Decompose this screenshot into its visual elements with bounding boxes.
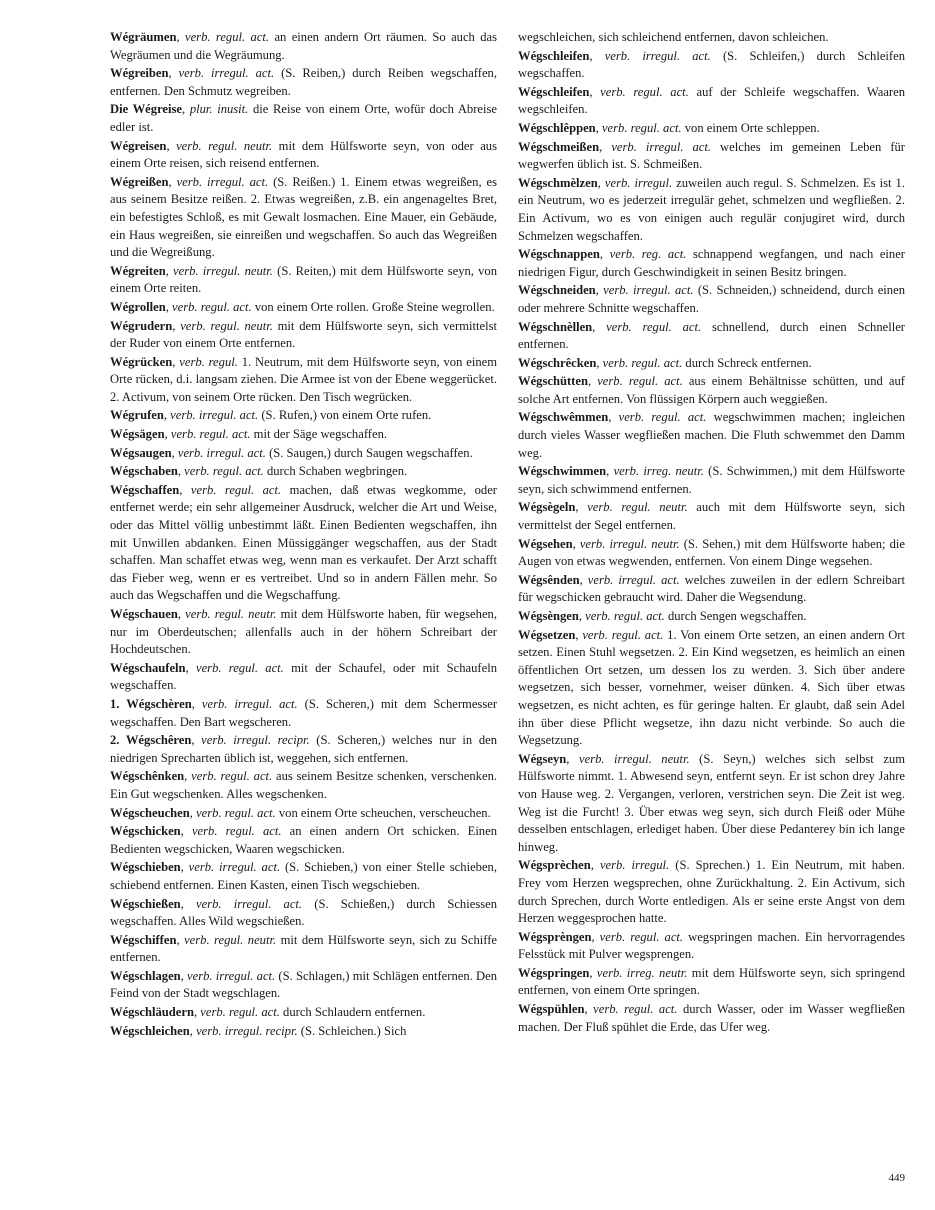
- entry-headword: Wégspühlen: [518, 1002, 585, 1017]
- entry-definition: (S. Seyn,) welches sich selbst zum Hülfsworte nimmt. 1. Abwesend seyn, entfernt seyn. Er ist schon drey Jahre von Hause weg. 2. Vergangen, verloren, verstrichen seyn. Die Zeit ist weg. Weg ist die Furcht! 3. Über etwas weg seyn, sich durch Fleiß oder Mühe desselben entschlagen, erlediget haben. Über diese Pedanterey bin ich lange hinweg.: [518, 751, 906, 854]
- entry-grammar: verb. regul. act.: [190, 482, 282, 497]
- dictionary-entry: Wégräumen, verb. regul. act. an einen andern Ort räumen. So auch das Wegräumen und die Wegräumung.: [110, 30, 498, 62]
- dictionary-entry: Wégschicken, verb. regul. act. an einen andern Ort schicken. Einen Bedienten wegschicken, Waaren wegschicken.: [110, 824, 497, 856]
- entry-grammar: verb. irregul. act.: [177, 445, 266, 460]
- dictionary-entry: Wégschleichen, verb. irregul. recipr. (S. Schleichen.) Sich: [110, 1023, 407, 1038]
- entry-grammar: verb. regul. act.: [600, 84, 689, 99]
- entry-grammar: verb. regul. act.: [597, 374, 683, 389]
- entry-definition: (S. Rufen,) von einem Orte rufen.: [261, 408, 432, 423]
- entry-grammar: verb. regul. act.: [191, 769, 273, 784]
- dictionary-entry: Wégsèngen, verb. regul. act. durch Sengen wegschaffen.: [518, 609, 807, 623]
- left-column: [110, 29, 497, 1041]
- entry-grammar: verb. irregul. act.: [178, 66, 275, 81]
- entry-grammar: verb. irregul. neutr.: [173, 263, 273, 278]
- dictionary-entry: Wégreiten, verb. irregul. neutr. (S. Reiten,) mit dem Hülfsworte seyn, von einem Orte reiten.: [110, 263, 498, 296]
- entry-headword: Wégschießen: [110, 896, 181, 911]
- entry-definition: (S. Schwimmen,) mit dem Hülfsworte seyn, sich schwimmend entfernen.: [518, 464, 906, 496]
- entry-grammar: verb. regul. act.: [602, 355, 683, 370]
- dictionary-entry: Wégschrêcken, verb. regul. act. durch Schreck entfernen.: [518, 355, 812, 370]
- entry-definition: (S. Schleifen,) durch Schleifen wegschaffen.: [518, 48, 905, 81]
- entry-grammar: verb. irregul. act.: [201, 696, 298, 711]
- dictionary-entry: Die Wégreise, plur. inusit. die Reise von einem Orte, wofür doch Abreise edler ist.: [110, 102, 498, 134]
- dictionary-entry: Wégscheuchen, verb. regul. act. von einem Orte scheuchen, verscheuchen.: [110, 805, 491, 820]
- entry-grammar: verb. irregul. recipr.: [196, 1023, 298, 1038]
- entry-headword: Wégschmeißen: [518, 139, 600, 154]
- dictionary-entry: Wégschießen, verb. irregul. act. (S. Schießen,) durch Schiessen wegschaffen. Alles Wild wegschießen.: [110, 896, 498, 929]
- entry-definition: mit dem Hülfsworte seyn, sich zu Schiffe entfernen.: [110, 932, 498, 965]
- dictionary-entry: Wégschieben, verb. irregul. act. (S. Schieben,) von einer Stelle schieben, schiebend entfernen. Einen Kasten, einen Tisch wegschieben.: [110, 860, 497, 892]
- entry-headword: Wégschläudern: [110, 1005, 194, 1020]
- entry-definition: von einem Orte rollen. Große Steine wegrollen.: [254, 299, 495, 314]
- entry-definition: durch Schlaudern entfernen.: [283, 1005, 426, 1020]
- entry-headword: Wégschnèllen: [518, 319, 593, 334]
- dictionary-entry: Wégsägen, verb. regul. act. mit der Säge wegschaffen.: [110, 427, 388, 442]
- entry-grammar: verb. irregul. act.: [187, 968, 276, 983]
- entry-headword: Wégschleifen: [518, 48, 590, 63]
- entry-headword: Wégsetzen: [518, 627, 576, 642]
- dictionary-entry: Wégsprèngen, verb. regul. act. wegspringen machen. Ein hervorragendes Felsstück mit Pulver wegsprengen.: [518, 929, 905, 962]
- entry-grammar: verb. irreg. neutr.: [613, 464, 704, 479]
- entry-grammar: verb. regul. neutr.: [180, 318, 273, 333]
- entry-headword: Wégschwêmmen: [518, 410, 609, 425]
- entry-grammar: verb. regul. act.: [191, 824, 282, 839]
- dictionary-entry: Wégseyn, verb. irregul. neutr. (S. Seyn,) welches sich selbst zum Hülfsworte nimmt. 1. Abwesend seyn, entfernt seyn. Er ist schon drey Jahre von Hause weg. 2. Vergangen, verloren, verstrichen seyn. Die Zeit ist weg. Weg ist die Furcht! 3. Über etwas weg seyn, sich durch Fleiß oder Mühe desselben entschlagen, erlediget haben. Über diese Pedanterey bin ich lange hinweg.: [518, 751, 906, 854]
- entry-headword: Die Wégreise: [110, 102, 183, 117]
- entry-grammar: plur. inusit.: [189, 102, 249, 117]
- entry-definition: (S. Sprechen.) 1. Ein Neutrum, mit haben. Frey vom Herzen wegsprechen, ohne Zurückhaltung. 2. Ein Activum, sich durch Sprechen, durch Worte entledigen. Als er seine erste Angst von dem Herzen weggesprochen hatte.: [518, 858, 905, 926]
- dictionary-entry: Wégschmèlzen, verb. irregul. zuweilen auch regul. S. Schmelzen. Es ist 1. ein Neutrum, wo es jederzeit irregulär gehet, schmelzen und wegfließen. 2. Ein Activum, wo es von einigen auch regulär conjugiret wird, durch Schmelzen wegschaffen.: [518, 175, 905, 243]
- dictionary-entry: [518, 29, 905, 47]
- entry-grammar: verb. regul. act.: [593, 1002, 678, 1017]
- entry-definition: auf der Schleife wegschaffen. Waaren wegschleifen.: [518, 84, 906, 117]
- entry-headword: Wégschiffen: [110, 932, 177, 947]
- entry-grammar: verb. irregul. neutr.: [578, 751, 690, 766]
- entry-grammar: verb. irregul. act.: [587, 572, 680, 587]
- entry-headword: Wégrufen: [110, 408, 164, 423]
- entry-definition: mit der Säge wegschaffen.: [253, 427, 388, 442]
- entry-grammar: verb. irregul.: [599, 858, 670, 873]
- entry-headword: Wégreiben: [110, 66, 169, 81]
- dictionary-entry: Wégschlagen, verb. irregul. act. (S. Schlagen,) mit Schlägen entfernen. Den Feind von der Stadt wegschlagen.: [110, 968, 497, 1001]
- entry-grammar: verb. regul. neutr.: [587, 500, 688, 515]
- entry-definition: (S. Reiben,) durch Reiben wegschaffen, entfernen. Den Schmutz wegreiben.: [110, 66, 497, 98]
- entry-definition: von einem Orte scheuchen, verscheuchen.: [278, 805, 491, 820]
- entry-grammar: verb. irregul. act.: [611, 139, 712, 154]
- entry-definition: aus seinem Besitze schenken, verschenken. Ein Gut wegschenken. Alles wegschenken.: [110, 769, 498, 801]
- entry-headword: Wégsênden: [518, 572, 580, 587]
- entry-definition: 1. Neutrum, mit dem Hülfsworte seyn, von einem Orte rücken, d.i. langsam ziehen. Die Armee ist von der Ebene weggerücket. 2. Activum, von seinem Orte rücken. Den Tisch wegrücken.: [110, 354, 498, 404]
- entry-grammar: verb. regul. act.: [601, 120, 682, 135]
- dictionary-entry: Wégreißen, verb. irregul. act. (S. Reißen.) 1. Einem etwas wegreißen, es aus seinem Besitze reißen. 2. Etwas wegreißen, z.B. ein angenageltes Bret, ein befestigtes Schloß, es mit Gewalt losmachen. Eine Mauer, ein Gebäude, ein Haus wegreißen, sie einreißen und wegschaffen. So auch das Wegreißen und die Wegreißung.: [110, 174, 497, 260]
- entry-headword: Wégschieben: [110, 860, 181, 875]
- dictionary-entry: Wégschneiden, verb. irregul. act. (S. Schneiden,) schneidend, durch einen oder mehrere Schnitte wegschaffen.: [518, 283, 905, 315]
- dictionary-entry: Wégspühlen, verb. regul. act. durch Wasser, oder im Wasser wegfließen machen. Der Fluß spühlet die Erde, das Ufer weg.: [518, 1002, 905, 1034]
- entry-grammar: verb. regul. act.: [172, 299, 252, 314]
- entry-headword: Wégschaufeln: [110, 660, 186, 675]
- dictionary-entry: Wégsprèchen, verb. irregul. (S. Sprechen.) 1. Ein Neutrum, mit haben. Frey vom Herzen wegsprechen, ohne Zurückhaltung. 2. Ein Activum, sich durch Sprechen, durch Worte entledigen. Als er seine erste Angst von dem Herzen weggesprochen hatte.: [518, 858, 905, 926]
- entry-headword: Wégreisen: [110, 138, 167, 153]
- entry-definition: mit der Schaufel, oder mit Schaufeln wegschaffen.: [110, 660, 498, 693]
- entry-headword: Wégschleichen: [110, 1023, 190, 1038]
- entry-definition: (S. Sehen,) mit dem Hülfsworte haben; die Augen von etwas wegwenden, entfernen. Von einem Dinge wegsehen.: [518, 536, 905, 569]
- dictionary-entry: Wégschaffen, verb. regul. act. machen, daß etwas wegkomme, oder entfernet werde; ein sehr allgemeiner Ausdruck, welcher die Art und Weise, oder das Mittel völlig unbestimmt läßt. Einen Bedienten wegschaffen, ihn mit Unwillen abdanken. Einen Müssiggänger wegschaffen, aus der Stadt schaffen. Man schaffet etwas weg, wenn man es verkaufet. Der Arzt schafft das Fieber weg, wenn er es vertreibet. Und so in andern Fällen mehr. So auch das Wegschaffen und die Wegschaffung.: [110, 482, 498, 603]
- entry-headword: Wégsèngen: [518, 609, 579, 623]
- entry-definition: zuweilen auch regul. S. Schmelzen. Es ist 1. ein Neutrum, wo es jederzeit irregulär gehet, schmelzen und wegfließen. 2. Ein Activum, wo es von einigen auch regulär conjugiret wird, durch Schmelzen wegschaffen.: [518, 175, 905, 243]
- entry-headword: Wégscheuchen: [110, 805, 190, 820]
- entry-grammar: verb. regul. act.: [184, 464, 264, 479]
- entry-grammar: verb. irregul. act.: [196, 896, 303, 911]
- entry-definition: (S. Schieben,) von einer Stelle schieben, schiebend entfernen. Einen Kasten, einen Tisch wegschieben.: [110, 860, 497, 892]
- entry-definition: mit dem Hülfsworte haben, für wegsehen, nur im Oberdeutschen; allenfalls auch in der höhern Schreibart der Hochdeutschen.: [110, 607, 497, 657]
- entry-definition: (S. Schleichen.) Sich: [300, 1023, 407, 1038]
- entry-headword: Wégspringen: [518, 965, 590, 980]
- entry-definition: wegschleichen, sich schleichend entfernen, davon schleichen.: [518, 30, 829, 44]
- entry-definition: aus einem Behältnisse schütten, und auf solche Art entfernen. Von flüssigen Körpern auch weggießen.: [518, 374, 906, 406]
- entry-definition: mit dem Hülfsworte seyn, sich springend entfernen, von einem Orte springen.: [518, 965, 906, 998]
- dictionary-entry: Wégschmeißen, verb. irregul. act. welches im gemeinen Leben für wegwerfen üblich ist. S. Schmeißen.: [518, 139, 905, 172]
- entry-grammar: verb. regul.: [179, 354, 238, 369]
- entry-definition: durch Schaben wegbringen.: [266, 464, 408, 479]
- dictionary-entry: Wégschauen, verb. regul. neutr. mit dem Hülfsworte haben, für wegsehen, nur im Oberdeutschen; allenfalls auch in der höhern Schreibart der Hochdeutschen.: [110, 607, 497, 657]
- entry-grammar: verb. irregul. act.: [170, 408, 259, 423]
- dictionary-entry: Wégsênden, verb. irregul. act. welches zuweilen in der edlern Schreibart für wegschicken gebraucht wird. Daher die Wegsendung.: [518, 572, 905, 605]
- entry-headword: Wégschütten: [518, 374, 588, 389]
- entry-grammar: verb. regul. act.: [618, 410, 707, 425]
- dictionary-entry: 2. Wégschêren, verb. irregul. recipr. (S. Scheren,) welches nur in den niedrigen Sprecharten üblich ist, weggehen, sich entfernen.: [110, 733, 497, 765]
- entry-headword: Wégrudern: [110, 318, 173, 333]
- right-column: [518, 29, 905, 1037]
- dictionary-entry: Wégrollen, verb. regul. act. von einem Orte rollen. Große Steine wegrollen.: [110, 299, 495, 314]
- entry-headword: Wégrücken: [110, 354, 173, 369]
- dictionary-entry: Wégspringen, verb. irreg. neutr. mit dem Hülfsworte seyn, sich springend entfernen, von einem Orte springen.: [518, 965, 906, 998]
- entry-grammar: verb. irregul. act.: [188, 860, 281, 875]
- dictionary-entry: Wégsehen, verb. irregul. neutr. (S. Sehen,) mit dem Hülfsworte haben; die Augen von etwas wegwenden, entfernen. Von einem Dinge wegsehen.: [518, 536, 905, 569]
- dictionary-entry: Wégrufen, verb. irregul. act. (S. Rufen,) von einem Orte rufen.: [110, 408, 432, 423]
- entry-definition: an einen andern Ort schicken. Einen Bedienten wegschicken, Waaren wegschicken.: [110, 824, 497, 856]
- dictionary-entry: Wégsègeln, verb. regul. neutr. auch mit dem Hülfsworte seyn, sich vermittelst der Segel entfernen.: [518, 500, 905, 533]
- entry-definition: machen, daß etwas wegkomme, oder entfernet werde; ein sehr allgemeiner Ausdruck, welcher die Art und Weise, oder das Mittel völlig unbestimmt läßt. Einen Bedienten wegschaffen, ihn mit Unwillen abdanken. Einen Müssiggänger wegschaffen, aus der Stadt schaffen. Man schaffet etwas weg, wenn man es verkaufet. Der Arzt schafft das Fieber weg, wenn er es vertreibet. Und so in andern Fällen mehr. So auch das Wegschaffen und die Wegschaffung.: [110, 482, 498, 603]
- entry-definition: durch Sengen wegschaffen.: [667, 609, 807, 623]
- dictionary-entry: Wégschleifen, verb. regul. act. auf der Schleife wegschaffen. Waaren wegschleifen.: [518, 84, 906, 117]
- entry-headword: Wégschleifen: [518, 84, 590, 99]
- entry-definition: (S. Reißen.) 1. Einem etwas wegreißen, es aus seinem Besitze reißen. 2. Etwas wegreißen, z.B. ein angenageltes Bret, ein befestigtes Schloß, es mit Gewalt losmachen. Eine Mauer, ein Gebäude, ein Haus wegreißen, sie einreißen und wegschaffen. So auch das Wegreißen und die Wegreißung.: [110, 174, 497, 260]
- entry-headword: Wégschaffen: [110, 482, 180, 497]
- entry-headword: Wégsègeln: [518, 500, 576, 515]
- entry-definition: wegspringen machen. Ein hervorragendes Felsstück mit Pulver wegsprengen.: [518, 929, 905, 962]
- dictionary-entry: Wégrudern, verb. regul. neutr. mit dem Hülfsworte seyn, sich vermittelst der Ruder von einem Orte entfernen.: [110, 318, 497, 351]
- entry-definition: schnellend, durch einen Schneller entfernen.: [518, 319, 906, 352]
- entry-headword: Wégschnappen: [518, 247, 600, 262]
- entry-headword: Wégschicken: [110, 824, 181, 839]
- entry-headword: Wégsehen: [518, 536, 573, 551]
- entry-definition: wegschwimmen machen; ingleichen durch vieles Wasser wegfließen machen. Die Fluth schwemmet den Damm weg.: [518, 410, 905, 460]
- entry-grammar: verb. regul. act.: [599, 929, 684, 944]
- entry-definition: (S. Schlagen,) mit Schlägen entfernen. Den Feind von der Stadt wegschlagen.: [110, 968, 497, 1001]
- entry-headword: Wégsaugen: [110, 445, 172, 460]
- entry-definition: mit dem Hülfsworte seyn, von oder aus einem Orte reisen, sich reisend entfernen.: [110, 138, 497, 171]
- entry-headword: Wégsägen: [110, 427, 165, 442]
- dictionary-entry: Wégschiffen, verb. regul. neutr. mit dem Hülfsworte seyn, sich zu Schiffe entfernen.: [110, 932, 498, 965]
- entry-grammar: verb. irregul. neutr.: [579, 536, 680, 551]
- entry-headword: Wégschlagen: [110, 968, 181, 983]
- entry-definition: (S. Scheren,) welches nur in den niedrigen Sprecharten üblich ist, weggehen, sich entfernen.: [110, 733, 497, 765]
- entry-definition: schnappend wegfangen, und nach einer niedrigen Figur, durch Geschwindigkeit in seinen Besitz bringen.: [518, 247, 905, 279]
- entry-definition: (S. Scheren,) mit dem Schermesser wegschaffen. Den Bart wegscheren.: [110, 696, 498, 729]
- entry-headword: Wégschmèlzen: [518, 175, 598, 190]
- entry-headword: Wégreißen: [110, 174, 169, 189]
- dictionary-entry: Wégsaugen, verb. irregul. act. (S. Saugen,) durch Saugen wegschaffen.: [110, 445, 473, 460]
- entry-headword: Wégschneiden: [518, 283, 596, 298]
- entry-grammar: verb. regul. act.: [196, 805, 276, 820]
- entry-headword: Wégschwimmen: [518, 464, 607, 479]
- entry-definition: (S. Saugen,) durch Saugen wegschaffen.: [269, 445, 473, 460]
- dictionary-entry: Wégreiben, verb. irregul. act. (S. Reiben,) durch Reiben wegschaffen, entfernen. Den Schmutz wegreiben.: [110, 66, 497, 98]
- entry-definition: durch Schreck entfernen.: [685, 355, 812, 370]
- entry-headword: Wégschlêppen: [518, 120, 596, 135]
- dictionary-entry: Wégreisen, verb. regul. neutr. mit dem Hülfsworte seyn, von oder aus einem Orte reisen, sich reisend entfernen.: [110, 138, 497, 171]
- entry-grammar: verb. regul. act.: [195, 660, 284, 675]
- entry-definition: durch Wasser, oder im Wasser wegfließen machen. Der Fluß spühlet die Erde, das Ufer weg.: [518, 1002, 905, 1034]
- entry-grammar: verb. regul. act.: [606, 319, 702, 334]
- entry-headword: Wégschrêcken: [518, 355, 597, 370]
- entry-grammar: verb. regul. act.: [185, 30, 270, 44]
- entry-headword: Wégschaben: [110, 464, 178, 479]
- entry-definition: mit dem Hülfsworte seyn, sich vermittelst der Ruder von einem Orte entfernen.: [110, 318, 497, 351]
- entry-headword: Wégschênken: [110, 769, 185, 784]
- dictionary-entry: Wégsetzen, verb. regul. act. 1. Von einem Orte setzen, an einen andern Ort setzen. Einen Stuhl wegsetzen. 2. Ein Kind wegsetzen, es heimlich an einen öffentlichen Ort setzen, um dessen los zu werden. 3. Sich über andere wegsetzen, sich besser, vornehmer, weiser dünken. 4. Sich über etwas wegsetzen, es nicht achten, es für geringe halten. Er glaubt, daß sein Adel ihn über diese Pflicht wegsetze, ihn dazu nicht verbinde. So auch die Wegsetzung.: [518, 627, 906, 748]
- dictionary-entry: Wégrücken, verb. regul. 1. Neutrum, mit dem Hülfsworte seyn, von einem Orte rücken, d.i. langsam ziehen. Die Armee ist von der Ebene weggerücket. 2. Activum, von seinem Orte rücken. Den Tisch wegrücken.: [110, 354, 498, 404]
- entry-headword: 2. Wégschêren: [110, 733, 192, 748]
- entry-grammar: verb. regul. neutr.: [176, 138, 273, 153]
- entry-headword: Wégrollen: [110, 299, 166, 314]
- entry-grammar: verb. regul. act.: [170, 427, 251, 442]
- entry-grammar: verb. irregul. act.: [604, 48, 711, 63]
- entry-definition: an einen andern Ort räumen. So auch das Wegräumen und die Wegräumung.: [110, 30, 498, 62]
- entry-definition: (S. Schießen,) durch Schiessen wegschaffen. Alles Wild wegschießen.: [110, 896, 498, 929]
- entry-headword: Wégreiten: [110, 263, 166, 278]
- entry-definition: welches im gemeinen Leben für wegwerfen üblich ist. S. Schmeißen.: [518, 139, 905, 172]
- entry-grammar: verb. irregul. act.: [603, 283, 694, 298]
- entry-grammar: verb. reg. act.: [609, 247, 687, 262]
- entry-headword: Wégseyn: [518, 751, 567, 766]
- entry-headword: Wégschauen: [110, 607, 178, 621]
- entry-headword: Wégsprèngen: [518, 929, 592, 944]
- entry-definition: auch mit dem Hülfsworte seyn, sich vermittelst der Segel entfernen.: [518, 500, 905, 533]
- entry-definition: (S. Schneiden,) schneidend, durch einen oder mehrere Schnitte wegschaffen.: [518, 283, 905, 315]
- dictionary-entry: Wégschütten, verb. regul. act. aus einem Behältnisse schütten, und auf solche Art entfernen. Von flüssigen Körpern auch weggießen.: [518, 374, 906, 406]
- entry-definition: welches zuweilen in der edlern Schreibart für wegschicken gebraucht wird. Daher die Wegsendung.: [518, 572, 905, 605]
- entry-grammar: verb. regul. act.: [200, 1005, 280, 1020]
- dictionary-entry: 1. Wégschèren, verb. irregul. act. (S. Scheren,) mit dem Schermesser wegschaffen. Den Bart wegscheren.: [110, 696, 498, 729]
- dictionary-entry: Wégschênken, verb. regul. act. aus seinem Besitze schenken, verschenken. Ein Gut wegschenken. Alles wegschenken.: [110, 769, 498, 801]
- dictionary-entry: Wégschnappen, verb. reg. act. schnappend wegfangen, und nach einer niedrigen Figur, durch Geschwindigkeit in seinen Besitz bringen.: [518, 247, 905, 279]
- entry-grammar: verb. regul. neutr.: [185, 607, 277, 621]
- entry-definition: 1. Von einem Orte setzen, an einen andern Ort setzen. Einen Stuhl wegsetzen. 2. Ein Kind wegsetzen, es heimlich an einen öffentlichen Ort setzen, um dessen los zu werden. 3. Sich über andere wegsetzen, sich besser, vornehmer, weiser dünken. 4. Sich über etwas wegsetzen, es nicht achten, es für geringe halten. Er glaubt, daß sein Adel ihn über diese Pflicht wegsetze, ihn dazu nicht verbinde. So auch die Wegsetzung.: [518, 627, 906, 748]
- entry-grammar: verb. irregul.: [604, 175, 673, 190]
- page-number: 449: [888, 1172, 905, 1184]
- entry-headword: Wégräumen: [110, 30, 177, 44]
- entry-headword: Wégsprèchen: [518, 858, 591, 873]
- dictionary-entry: Wégschläudern, verb. regul. act. durch Schlaudern entfernen.: [110, 1005, 426, 1020]
- dictionary-entry: Wégschlêppen, verb. regul. act. von einem Orte schleppen.: [518, 120, 820, 135]
- dictionary-entry: Wégschaben, verb. regul. act. durch Schaben wegbringen.: [110, 464, 408, 479]
- entry-definition: (S. Reiten,) mit dem Hülfsworte seyn, von einem Orte reiten.: [110, 263, 498, 296]
- entry-grammar: verb. regul. act.: [585, 609, 665, 623]
- dictionary-entry: Wégschaufeln, verb. regul. act. mit der Schaufel, oder mit Schaufeln wegschaffen.: [110, 660, 498, 693]
- entry-grammar: verb. irregul. recipr.: [201, 733, 310, 748]
- entry-definition: die Reise von einem Orte, wofür doch Abreise edler ist.: [110, 102, 498, 134]
- entry-grammar: verb. irregul. act.: [176, 174, 269, 189]
- dictionary-entry: Wégschleifen, verb. irregul. act. (S. Schleifen,) durch Schleifen wegschaffen.: [518, 48, 905, 81]
- dictionary-entry: Wégschwêmmen, verb. regul. act. wegschwimmen machen; ingleichen durch vieles Wasser wegfließen machen. Die Fluth schwemmet den Damm weg.: [518, 410, 905, 460]
- entry-definition: von einem Orte schleppen.: [684, 120, 820, 135]
- entry-grammar: verb. regul. neutr.: [184, 932, 277, 947]
- dictionary-entry: Wégschwimmen, verb. irreg. neutr. (S. Schwimmen,) mit dem Hülfsworte seyn, sich schwimmend entfernen.: [518, 464, 906, 496]
- dictionary-entry: Wégschnèllen, verb. regul. act. schnellend, durch einen Schneller entfernen.: [518, 319, 906, 352]
- entry-grammar: verb. irreg. neutr.: [596, 965, 688, 980]
- entry-grammar: verb. regul. act.: [582, 627, 664, 642]
- entry-headword: 1. Wégschèren: [110, 696, 192, 711]
